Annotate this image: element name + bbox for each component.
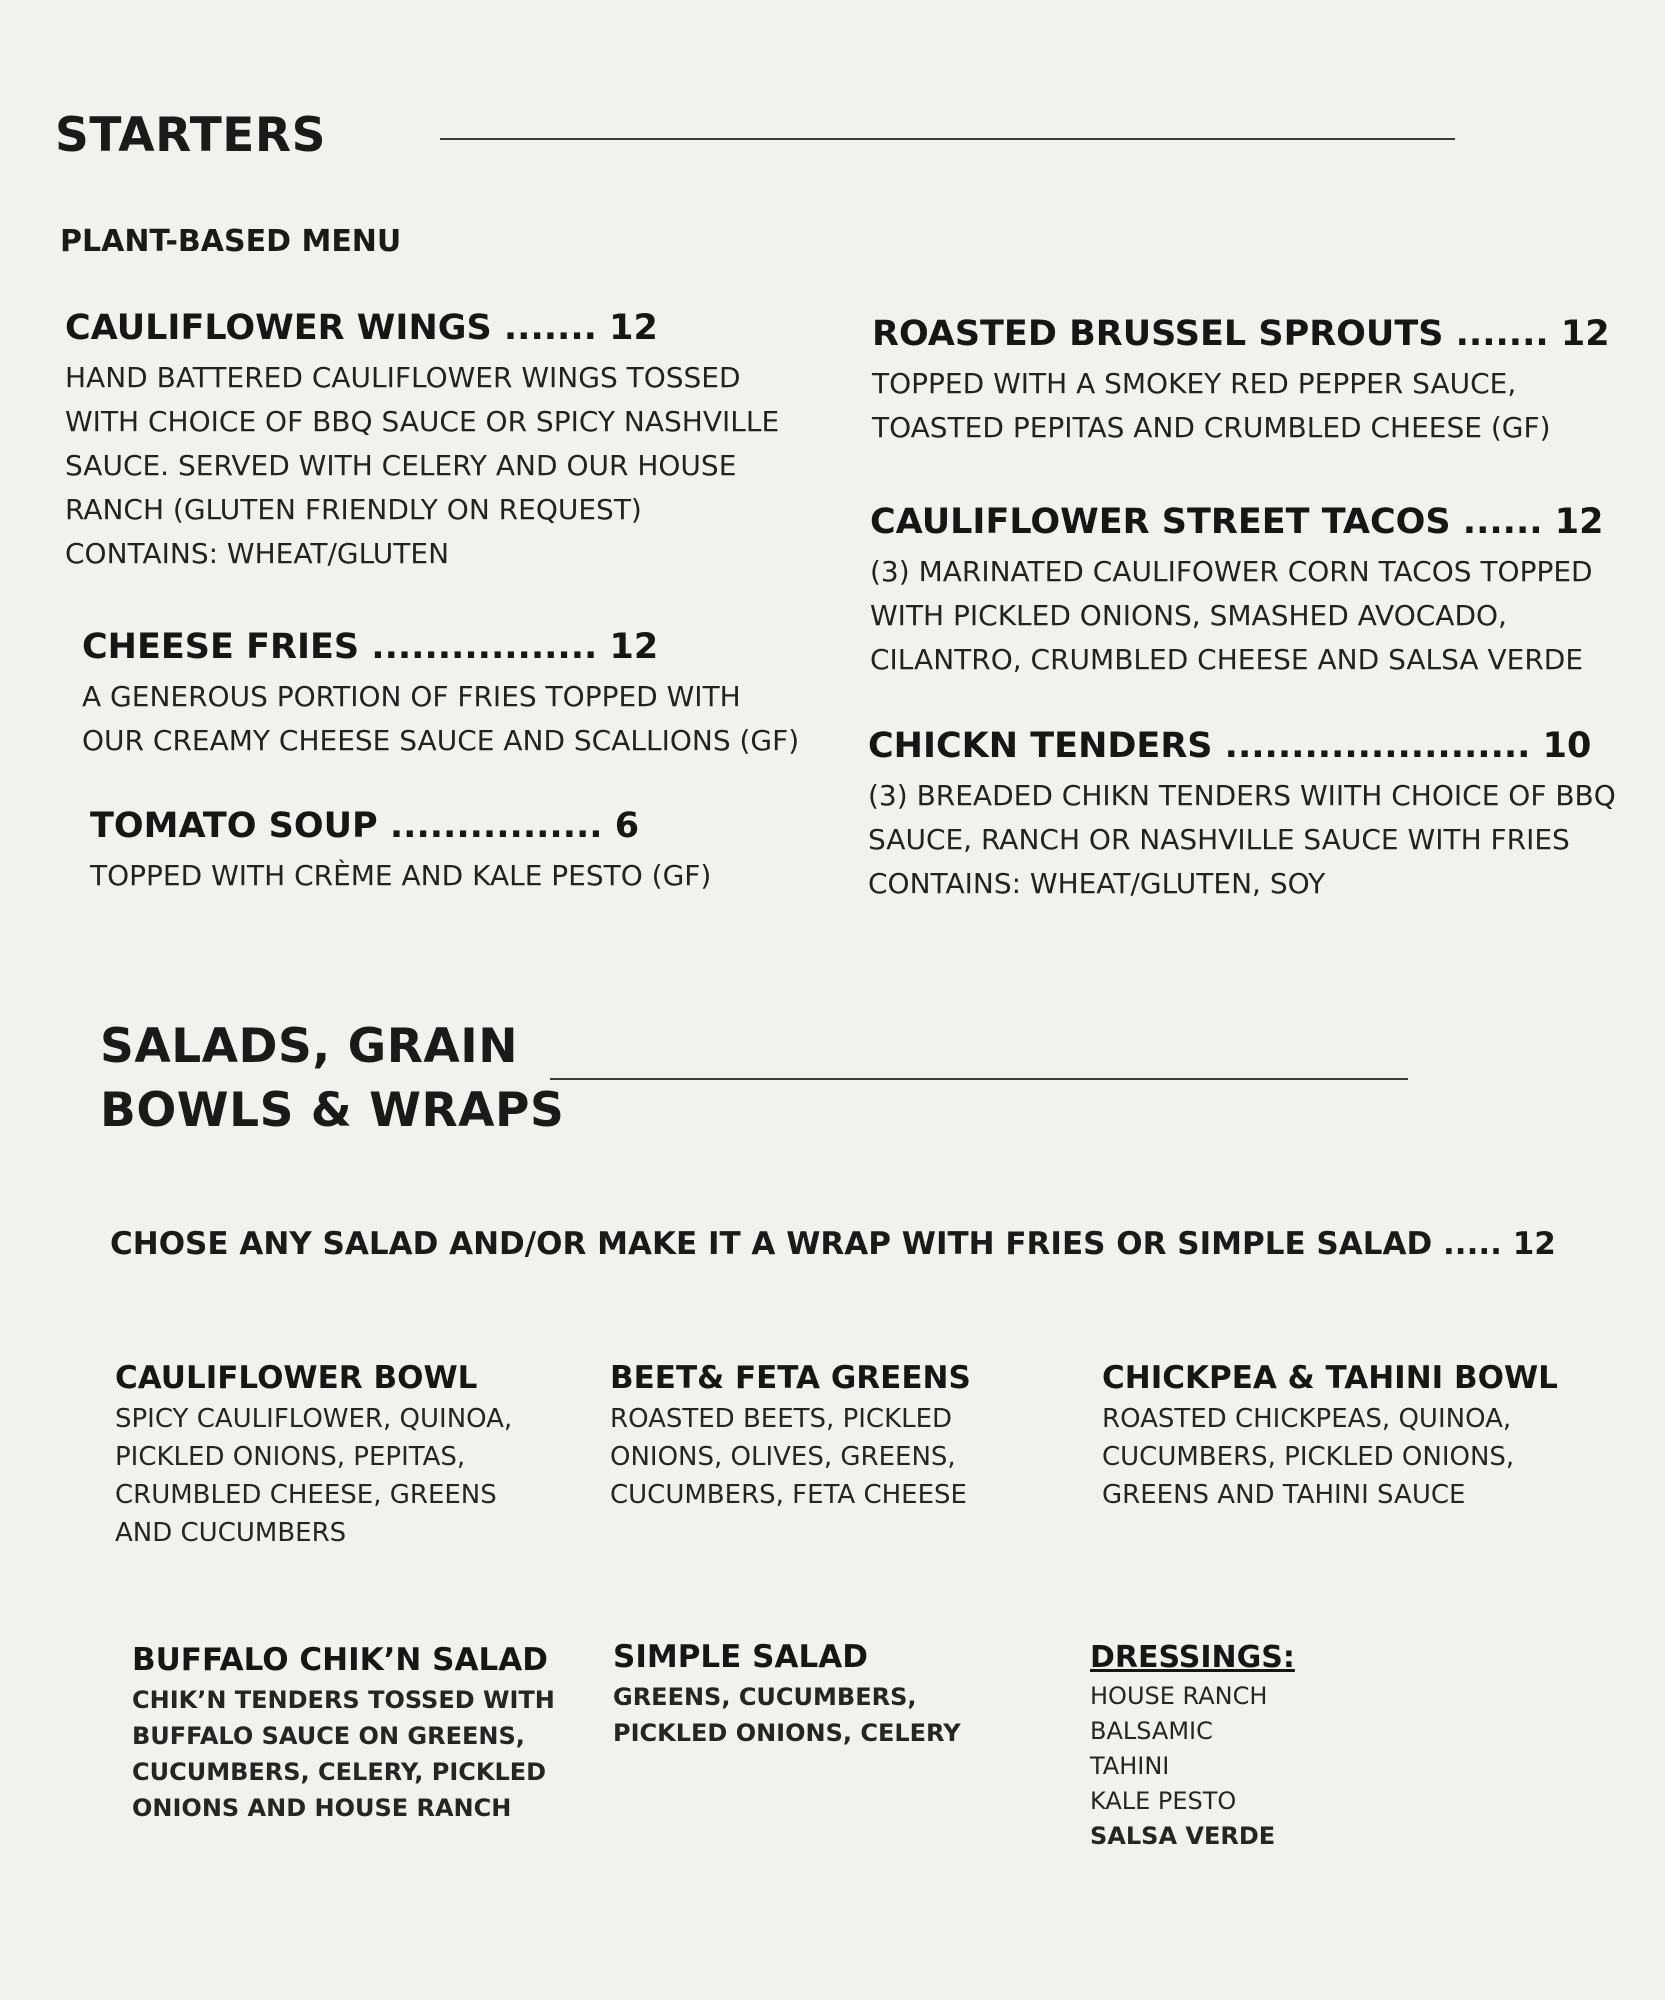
item-title: CHICKN TENDERS ....................... 10 [868, 726, 1592, 766]
salads-heading-line2: BOWLS & WRAPS [100, 1083, 565, 1138]
item-description: GREENS, CUCUMBERS, PICKLED ONIONS, CELERY [613, 1683, 961, 1748]
item-title: SIMPLE SALAD [613, 1639, 868, 1675]
dressing-balsamic: BALSAMIC [1090, 1717, 1213, 1745]
item-title: CAULIFLOWER WINGS ....... 12 [65, 308, 658, 348]
item-description: TOPPED WITH CRÈME AND KALE PESTO (GF) [90, 858, 712, 892]
menu-item-simple-salad [613, 1637, 961, 1751]
item-title: CHICKPEA & TAHINI BOWL [1102, 1360, 1558, 1396]
dressing-house-ranch: HOUSE RANCH [1090, 1682, 1268, 1710]
item-title: ROASTED BRUSSEL SPROUTS ....... 12 [872, 314, 1610, 354]
dressing-kale-pesto: KALE PESTO [1090, 1787, 1237, 1815]
wrap-offer: CHOSE ANY SALAD AND/OR MAKE IT A WRAP WITH FRIES OR SIMPLE SALAD ..... 12 [110, 1226, 1556, 1262]
item-title: CAULIFLOWER BOWL [115, 1360, 478, 1396]
item-description: (3) MARINATED CAULIFOWER CORN TACOS TOPPED WITH PICKLED ONIONS, SMASHED AVOCADO, CILANTRO, CRUMBLED CHEESE AND SALSA VERDE [870, 554, 1593, 676]
item-title: BEET& FETA GREENS [610, 1360, 971, 1396]
salads-heading-line1: SALADS, GRAIN [100, 1019, 519, 1074]
dressings-title: DRESSINGS: [1090, 1640, 1295, 1675]
item-description: SPICY CAULIFLOWER, QUINOA, PICKLED ONIONS, PEPITAS, CRUMBLED CHEESE, GREENS AND CUCUMBERS [115, 1404, 513, 1549]
dressing-tahini: TAHINI [1090, 1752, 1170, 1780]
menu-item-buffalo-chikn-salad [132, 1640, 555, 1826]
starters-heading: STARTERS [55, 108, 326, 163]
item-description: TOPPED WITH A SMOKEY RED PEPPER SAUCE, TOASTED PEPITAS AND CRUMBLED CHEESE (GF) [872, 366, 1551, 444]
starters-divider [440, 138, 1455, 140]
item-title: TOMATO SOUP ................ 6 [90, 806, 640, 846]
menu-item-cheese-fries [82, 625, 799, 763]
menu-item-chickn-tenders [868, 724, 1616, 906]
dressing-salsa-verde: SALSA VERDE [1090, 1822, 1276, 1850]
salads-divider [550, 1078, 1408, 1080]
dressings-list [1090, 1640, 1295, 1854]
item-description: HAND BATTERED CAULIFLOWER WINGS TOSSED WITH CHOICE OF BBQ SAUCE OR SPICY NASHVILLE SAUCE. SERVED WITH CELERY AND OUR HOUSE RANCH (GLUTEN FRIENDLY ON REQUEST) CONTAINS: WHEAT/GLUTEN [65, 360, 780, 570]
menu-item-tomato-soup [90, 804, 711, 898]
menu-subheading: PLANT-BASED MENU [60, 224, 402, 259]
item-description: (3) BREADED CHIKN TENDERS WIITH CHOICE OF BBQ SAUCE, RANCH OR NASHVILLE SAUCE WITH FRIES CONTAINS: WHEAT/GLUTEN, SOY [868, 778, 1616, 900]
menu-item-chickpea-tahini-bowl [1102, 1358, 1558, 1514]
item-title: CAULIFLOWER STREET TACOS ...... 12 [870, 502, 1604, 542]
menu-item-cauliflower-bowl [115, 1358, 512, 1552]
menu-item-brussel-sprouts [872, 312, 1610, 450]
menu-item-beet-feta-greens [610, 1358, 971, 1514]
salads-heading [100, 1015, 564, 1143]
menu-item-street-tacos [870, 500, 1603, 682]
dressings-items [1090, 1679, 1295, 1854]
item-description: CHIK’N TENDERS TOSSED WITH BUFFALO SAUCE ON GREENS, CUCUMBERS, CELERY, PICKLED ONIONS AND HOUSE RANCH [132, 1686, 555, 1823]
item-description: ROASTED CHICKPEAS, QUINOA, CUCUMBERS, PICKLED ONIONS, GREENS AND TAHINI SAUCE [1102, 1404, 1515, 1511]
item-title: BUFFALO CHIK’N SALAD [132, 1642, 548, 1678]
item-description: ROASTED BEETS, PICKLED ONIONS, OLIVES, GREENS, CUCUMBERS, FETA CHEESE [610, 1404, 967, 1511]
item-description: A GENEROUS PORTION OF FRIES TOPPED WITH OUR CREAMY CHEESE SAUCE AND SCALLIONS (GF) [82, 679, 800, 757]
menu-item-cauliflower-wings [65, 306, 779, 576]
item-title: CHEESE FRIES ................. 12 [82, 627, 659, 667]
